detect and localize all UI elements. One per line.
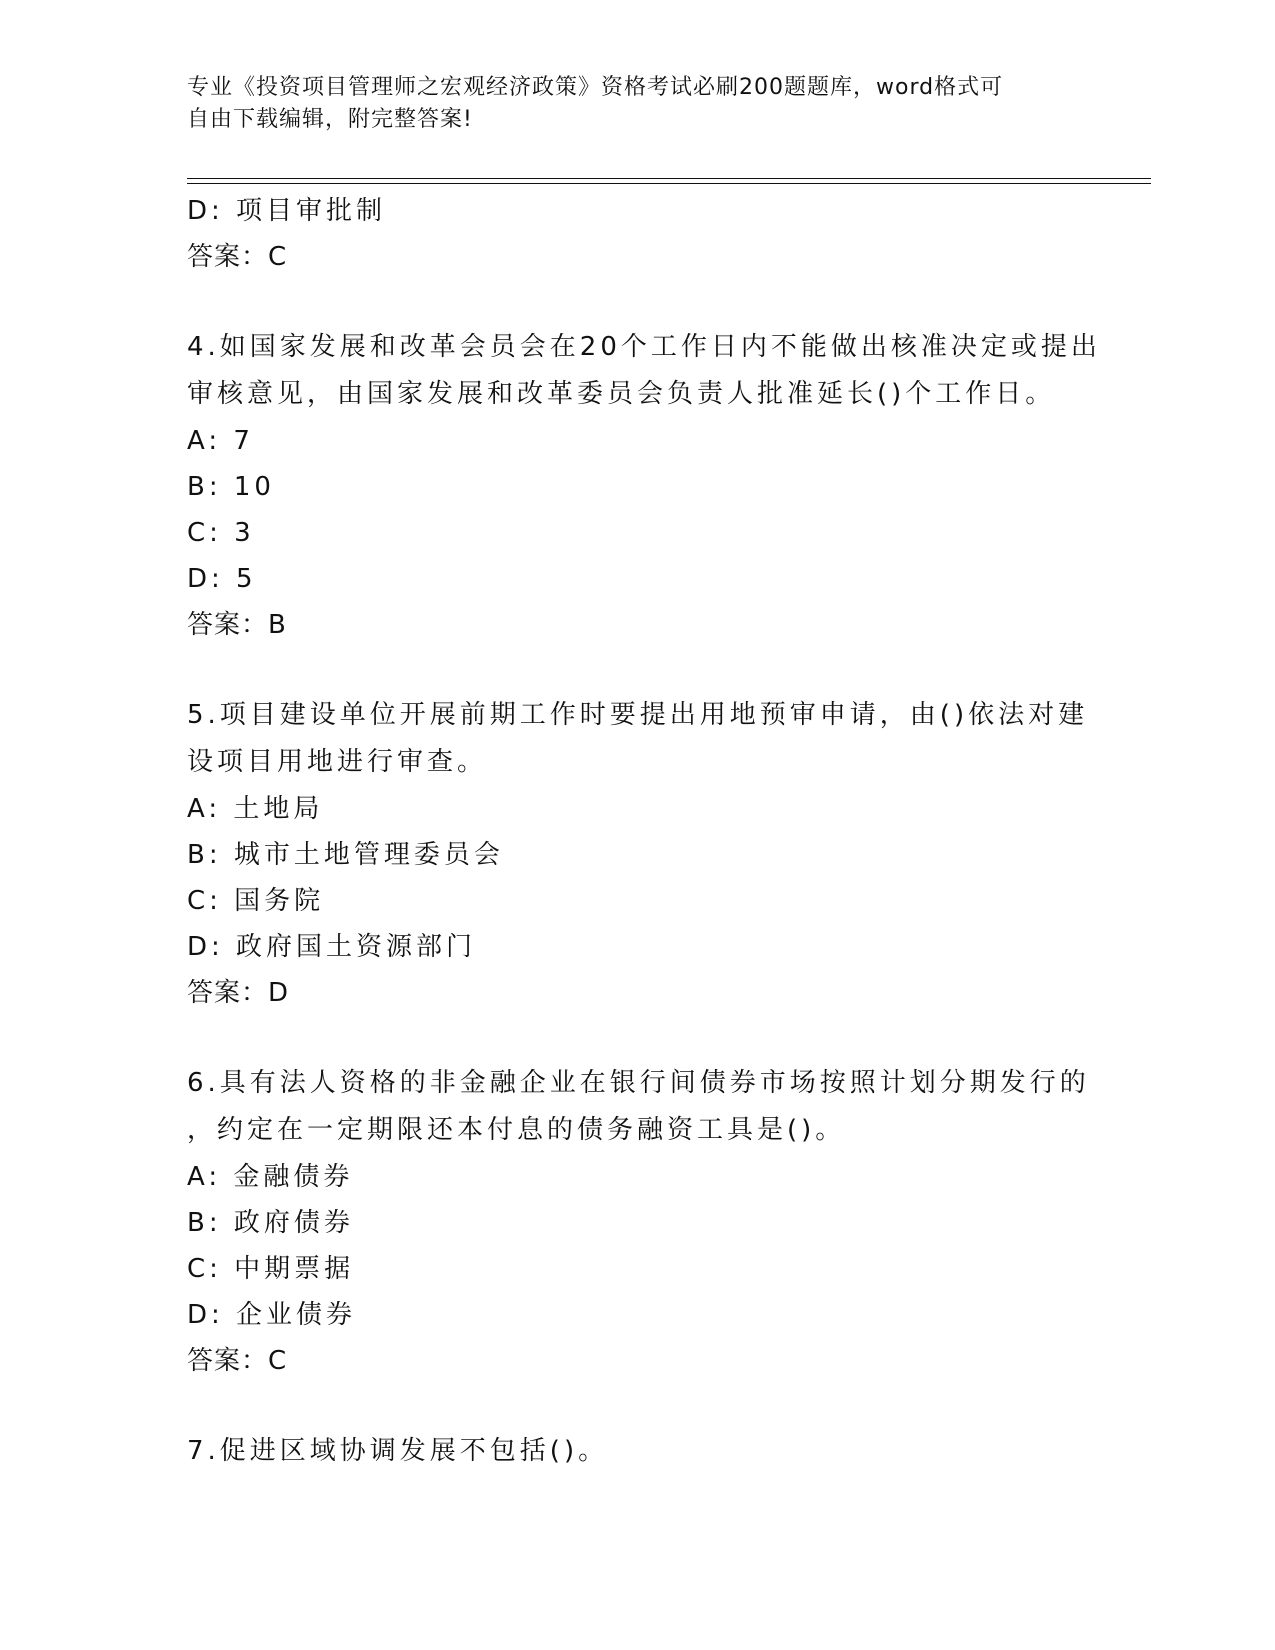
- document-header: [187, 72, 1067, 136]
- option-d: D: 5: [187, 564, 257, 594]
- answer-line: 答案：B: [187, 610, 287, 640]
- question-list: [187, 188, 1101, 1475]
- option-c: C: 3: [187, 518, 255, 548]
- question-text-line: 审核意见，由国家发展和改革委员会负责人批准延长()个工作日。: [187, 379, 1056, 409]
- header-line-1: 专业《投资项目管理师之宏观经济政策》资格考试必刷200题题库，word格式可: [187, 75, 1004, 100]
- answer-line: 答案：C: [187, 1346, 288, 1376]
- option-d: D: 企业债券: [187, 1300, 357, 1330]
- question-text-line: 7.促进区域协调发展不包括()。: [187, 1436, 609, 1466]
- previous-question-tail: [187, 188, 1087, 280]
- answer-line: 答案：C: [187, 242, 288, 272]
- question-text-line: 6.具有法人资格的非金融企业在银行间债券市场按照计划分期发行的: [187, 1068, 1090, 1098]
- option-d: D: 政府国土资源部门: [187, 932, 477, 962]
- question-5: [187, 692, 1087, 1016]
- option-c: C: 国务院: [187, 886, 325, 916]
- question-text-line: 5.项目建设单位开展前期工作时要提出用地预审申请，由()依法对建: [187, 700, 1089, 730]
- option-a: A: 土地局: [187, 794, 324, 824]
- question-7: [187, 1428, 1087, 1475]
- option-b: B: 城市土地管理委员会: [187, 840, 504, 870]
- question-text-line: ，约定在一定期限还本付息的债务融资工具是()。: [187, 1115, 846, 1145]
- question-4: [187, 324, 1101, 648]
- question-text-line: 4.如国家发展和改革会员会在20个工作日内不能做出核准决定或提出: [187, 332, 1101, 362]
- option-d: D: 项目审批制: [187, 196, 387, 226]
- question-text-line: 设项目用地进行审查。: [187, 747, 488, 777]
- question-6: [187, 1060, 1090, 1384]
- option-c: C: 中期票据: [187, 1254, 355, 1284]
- option-a: A: 金融债券: [187, 1162, 354, 1192]
- option-b: B: 10: [187, 472, 275, 502]
- option-b: B: 政府债券: [187, 1208, 354, 1238]
- header-rule-bottom: [187, 183, 1151, 184]
- header-line-2: 自由下载编辑，附完整答案!: [187, 107, 473, 132]
- answer-line: 答案：D: [187, 978, 290, 1008]
- option-a: A: 7: [187, 426, 254, 456]
- header-rule-top: [187, 178, 1151, 179]
